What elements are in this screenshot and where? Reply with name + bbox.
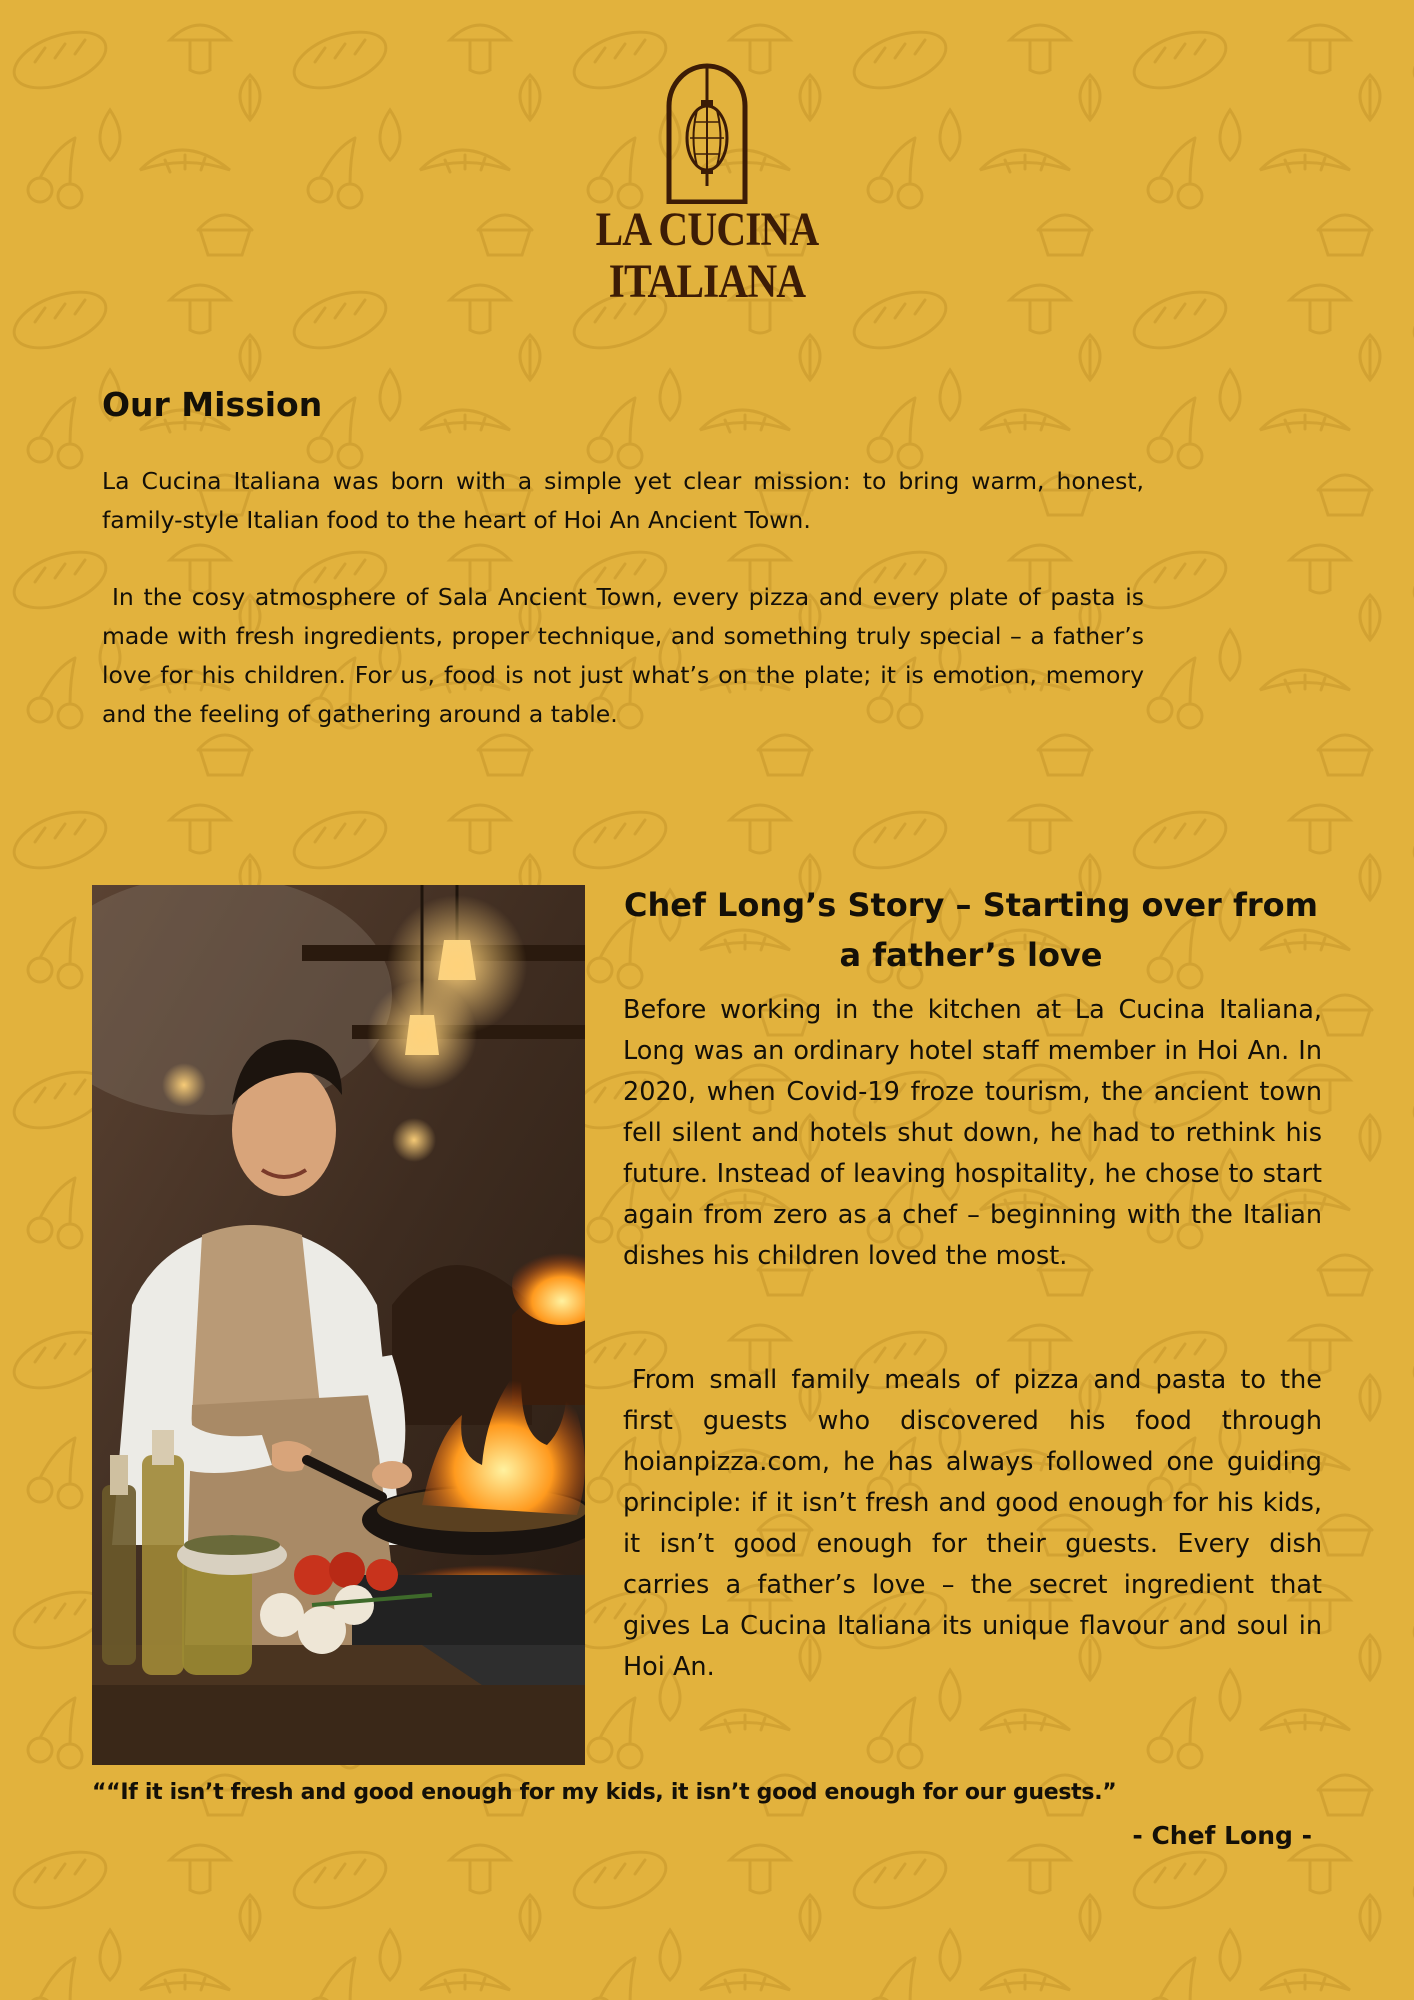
mission-heading: Our Mission — [102, 385, 323, 424]
chef-story-heading: Chef Long’s Story – Starting over from a father’s love — [624, 886, 1318, 974]
brand-logo — [560, 62, 854, 308]
chef-quote: ““If it isn’t fresh and good enough for my kids, it isn’t good enough for our guests.” — [92, 1780, 1117, 1805]
quote-author: - Chef Long - — [1132, 1821, 1312, 1850]
logo-text-line-1: LA CUCINA — [595, 203, 819, 256]
story-paragraph: From small family meals of pizza and pasta to the first guests who discovered his food through hoianpizza.com, he has always followed one guiding principle: if it isn’t fresh and good enough for his kids, it isn’t good enough for their guests. Every dish carries a father’s love – the secret ingredient that gives La Cucina Italiana its unique flavour and soul in Hoi An. — [623, 1365, 1322, 1682]
mission-paragraph: In the cosy atmosphere of Sala Ancient Town, every pizza and every plate of pasta is made with fresh ingredients, proper technique, and something truly special – a father’s love for his children. For us, food is not just what’s on the plate; it is emotion, memory and the feeling of gathering around a table. — [102, 583, 1144, 728]
lantern-arch-icon — [664, 62, 750, 204]
mission-paragraph: La Cucina Italiana was born with a simple yet clear mission: to bring warm, honest, family-style Italian food to the heart of Hoi An Ancient Town. — [102, 467, 1144, 534]
story-paragraph: Before working in the kitchen at La Cucina Italiana, Long was an ordinary hotel staff member in Hoi An. In 2020, when Covid-19 froze tourism, the ancient town fell silent and hotels shut down, he had to rethink his future. Instead of leaving hospitality, he chose to start again from zero as a chef – beginning with the Italian dishes his children loved the most. — [623, 995, 1322, 1271]
chef-cooking-photo — [92, 885, 585, 1765]
logo-text-line-2: ITALIANA — [608, 255, 806, 308]
